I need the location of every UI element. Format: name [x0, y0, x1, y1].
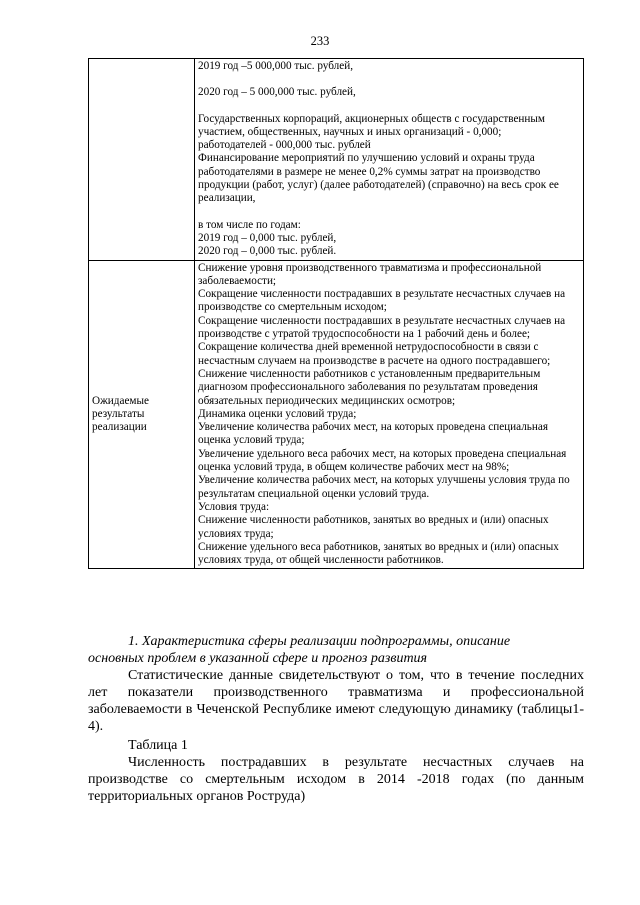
row-label: Ожидаемые результаты реализации — [89, 260, 195, 569]
text-line: 2020 год – 5 000,000 тыс. рублей, — [198, 86, 356, 99]
text-line: Увеличение удельного веса рабочих мест, на которых проведена специальная оценка условий труда, в общем количестве рабочих мест на 98%; — [198, 447, 567, 474]
section-heading — [88, 633, 584, 667]
text-line: Снижение удельного веса работников, занятых во вредных и (или) опасных условиях труда, от общей численности работников. — [198, 540, 559, 567]
table-title: Численность пострадавших в результате несчастных случаев на производстве со смертельным исходом в 2014 -2018 годах (по данным территориальных органов Роструда) — [88, 755, 584, 804]
text-line: Снижение численности работников с установленным предварительным диагнозом профессионального заболевания по результатам проведения обязательных периодических медицинских осмотров; — [198, 367, 541, 407]
text-line: Финансирование мероприятий по улучшению условий и охраны труда работодателями в размере не менее 0,2% суммы затрат на производство продукции (работ, услуг) (далее работодателей) (справочно) на весь срок ее реализации, — [198, 152, 559, 205]
table-row — [89, 59, 584, 261]
program-passport-table — [88, 58, 584, 569]
table-row — [89, 260, 584, 569]
text-line: Увеличение количества рабочих мест, на которых проведена специальная оценка условий труда; — [198, 421, 548, 447]
text-line: Сокращение численности пострадавших в результате несчастных случаев на производстве со смертельным исходом; — [198, 288, 566, 314]
text-line: Увеличение количества рабочих мест, на которых улучшены условия труда по результатам специальной оценки условий труда. — [198, 474, 570, 500]
table-caption: Таблица 1 — [128, 738, 188, 753]
row-content — [195, 59, 584, 261]
text-line: Государственных корпораций, акционерных обществ с государственным участием, общественных, научных и иных организаций - 0,000; — [198, 112, 545, 138]
row-label — [89, 59, 195, 261]
section-heading-line: основных проблем в указанной сфере и прогноз развития — [88, 651, 428, 666]
statistics-paragraph: Статистические данные свидетельствуют о том, что в течение последних лет показатели производственного травматизма и профессиональной заболеваемости в Чеченской Республике имеют следующую динамику (таблицы1-4). — [88, 668, 584, 734]
text-line: в том числе по годам: — [198, 218, 301, 231]
section-heading-line: 1. Характеристика сферы реализации подпрограммы, описание — [128, 634, 511, 649]
page-number: 233 — [310, 34, 330, 48]
row-content — [195, 260, 584, 569]
text-line: Снижение уровня производственного травматизма и профессиональной заболеваемости; — [198, 261, 542, 287]
text-line: Сокращение количества дней временной нетрудоспособности в связи с несчастным случаем на производстве в расчете на одного пострадавшего; — [198, 341, 551, 367]
text-line: 2020 год – 0,000 тыс. рублей. — [198, 245, 337, 258]
text-line: 2019 год – 0,000 тыс. рублей, — [198, 231, 337, 244]
text-line: Условия труда: — [198, 500, 270, 513]
text-line: Сокращение численности пострадавших в результате несчастных случаев на производстве с утратой трудоспособности на 1 рабочий день и более; — [198, 314, 566, 341]
text-line: 2019 год –5 000,000 тыс. рублей, — [198, 60, 353, 72]
text-line: Динамика оценки условий труда; — [198, 407, 357, 420]
text-line: работодателей - 000,000 тыс. рублей — [198, 139, 371, 152]
text-line: Снижение численности работников, занятых во вредных и (или) опасных условиях труда; — [198, 514, 549, 540]
